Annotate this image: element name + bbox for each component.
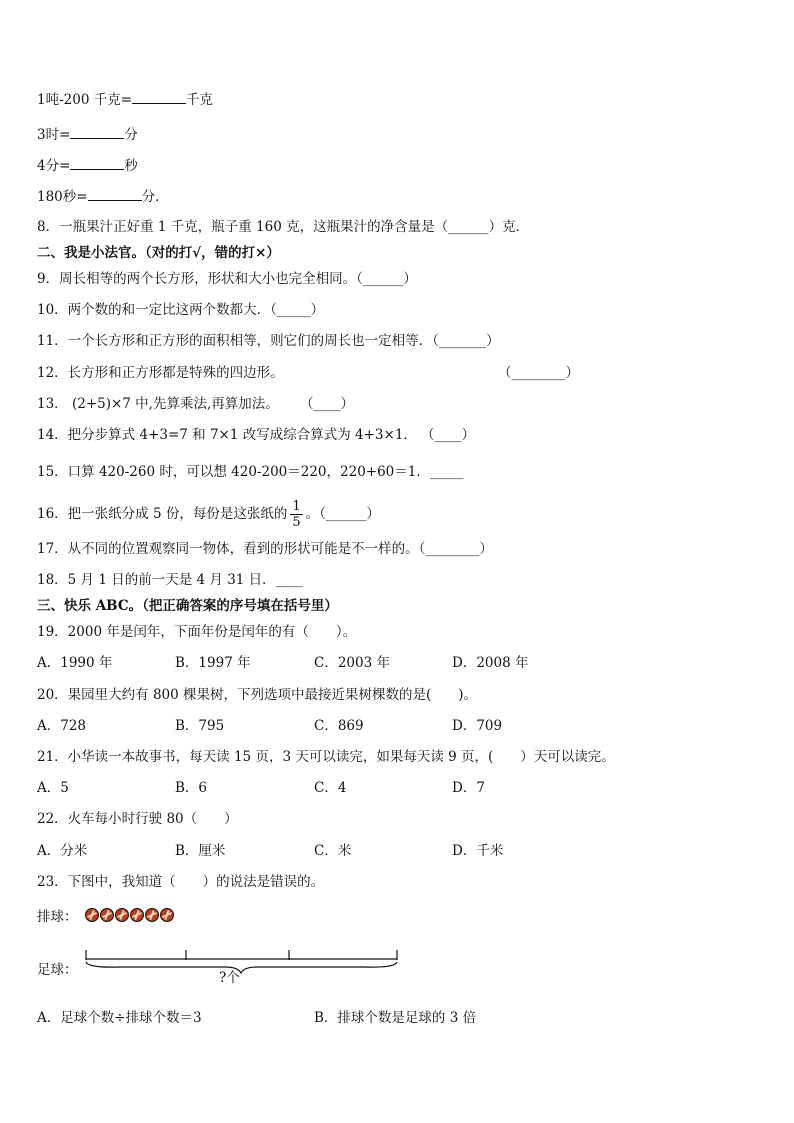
- answer-paren[interactable]: （____）: [421, 427, 475, 443]
- option-d[interactable]: D．千米: [452, 843, 504, 859]
- option-b[interactable]: B．6: [175, 780, 208, 796]
- option-a[interactable]: A．728: [37, 718, 87, 734]
- question-10: 10．两个数的和一定比这两个数都大．（_____）: [37, 302, 325, 318]
- question-13: 13． (2+5)×7 中,先算乘法,再算加法。: [37, 396, 279, 412]
- answer-blank[interactable]: [70, 155, 124, 170]
- fraction-numerator: 1: [292, 499, 301, 514]
- option-c[interactable]: C．4: [314, 780, 347, 796]
- option-a[interactable]: A．足球个数÷排球个数＝3: [37, 1010, 202, 1026]
- question-19: 19．2000 年是闰年，下面年份是闰年的有（ ）。: [37, 624, 357, 640]
- brace: [86, 962, 397, 973]
- option-b[interactable]: B．1997 年: [175, 655, 251, 671]
- conversion-text: 3时=: [37, 127, 71, 143]
- section-2-heading: 二、我是小法官。（对的打√，错的打×）: [37, 245, 280, 261]
- question-mark-label: ?个: [219, 970, 240, 986]
- question-20: 20．果园里大约有 800 棵果树，下列选项中最接近果树棵数的是( )。: [37, 687, 478, 703]
- question-15: 15．口算 420-260 时，可以想 420-200＝220，220+60＝1．_____: [37, 464, 464, 480]
- volleyball-row: [85, 908, 174, 922]
- conversion-ton-kg: [37, 89, 213, 109]
- football-bar-diagram: [80, 946, 410, 986]
- section-3-heading: 三、快乐 ABC。（把正确答案的序号填在括号里）: [37, 598, 338, 614]
- question-text: 16．把一张纸分成 5 份，每份是这张纸的: [37, 506, 288, 522]
- conversion-min-sec: [37, 155, 138, 175]
- question-22: 22．火车每小时行驶 80（ ）: [37, 811, 238, 827]
- fraction: [290, 499, 302, 530]
- answer-blank[interactable]: [132, 89, 186, 104]
- option-b[interactable]: B．排球个数是足球的 3 倍: [314, 1010, 477, 1026]
- conversion-text: 180秒=: [37, 189, 88, 205]
- option-c[interactable]: C．米: [314, 843, 352, 859]
- question-17: 17．从不同的位置观察同一物体，看到的形状可能是不一样的。（________）: [37, 541, 493, 557]
- conversion-sec-min: [37, 186, 169, 206]
- volleyball-icon: [115, 908, 129, 922]
- question-9: 9．周长相等的两个长方形，形状和大小也完全相同。（______）: [37, 271, 417, 287]
- unit-text: 秒: [124, 158, 138, 174]
- volleyball-icon: [130, 908, 144, 922]
- option-d[interactable]: D．709: [452, 718, 503, 734]
- conversion-text: 1吨-200 千克=: [37, 92, 133, 108]
- question-21: 21．小华读一本故事书，每天读 15 页，3 天可以读完，如果每天读 9 页，( ）天可以读完。: [37, 749, 615, 765]
- option-a[interactable]: A．分米: [37, 843, 88, 859]
- question-23: 23．下图中，我知道（ ）的说法是错误的。: [37, 874, 325, 890]
- volleyball-icon: [160, 908, 174, 922]
- option-d[interactable]: D．7: [452, 780, 485, 796]
- option-a[interactable]: A．1990 年: [37, 655, 113, 671]
- volleyball-icon: [85, 908, 99, 922]
- question-16: [37, 497, 380, 531]
- question-8: 8．一瓶果汁正好重 1 千克，瓶子重 160 克，这瓶果汁的净含量是（______）克．: [37, 219, 530, 235]
- conversion-text: 4分=: [37, 158, 71, 174]
- answer-blank[interactable]: [70, 124, 124, 139]
- question-11: 11．一个长方形和正方形的面积相等，则它们的周长也一定相等．（_______）: [37, 333, 500, 349]
- answer-blank[interactable]: [88, 186, 142, 201]
- fraction-denominator: 5: [292, 515, 301, 530]
- option-c[interactable]: C．869: [314, 718, 364, 734]
- unit-text: 千克: [186, 92, 214, 108]
- option-c[interactable]: C．2003 年: [314, 655, 390, 671]
- option-d[interactable]: D．2008 年: [452, 655, 529, 671]
- question-14: 14．把分步算式 4+3=7 和 7×1 改写成综合算式为 4+3×1．: [37, 427, 417, 443]
- option-b[interactable]: B．795: [175, 718, 225, 734]
- option-b[interactable]: B．厘米: [175, 843, 226, 859]
- option-a[interactable]: A．5: [37, 780, 69, 796]
- conversion-hour-min: [37, 124, 138, 144]
- answer-paren[interactable]: 。（______）: [305, 506, 380, 522]
- question-18: 18．5 月 1 日的前一天是 4 月 31 日．____: [37, 572, 303, 588]
- football-label: 足球：: [37, 962, 78, 978]
- volleyball-label: 排球：: [37, 909, 78, 925]
- volleyball-icon: [100, 908, 114, 922]
- volleyball-icon: [145, 908, 159, 922]
- question-12: 12．长方形和正方形都是特殊的四边形。: [37, 365, 284, 381]
- unit-text: 分．: [141, 189, 169, 205]
- answer-paren[interactable]: （________）: [498, 365, 579, 381]
- unit-text: 分: [124, 127, 138, 143]
- answer-paren[interactable]: （____）: [300, 396, 354, 412]
